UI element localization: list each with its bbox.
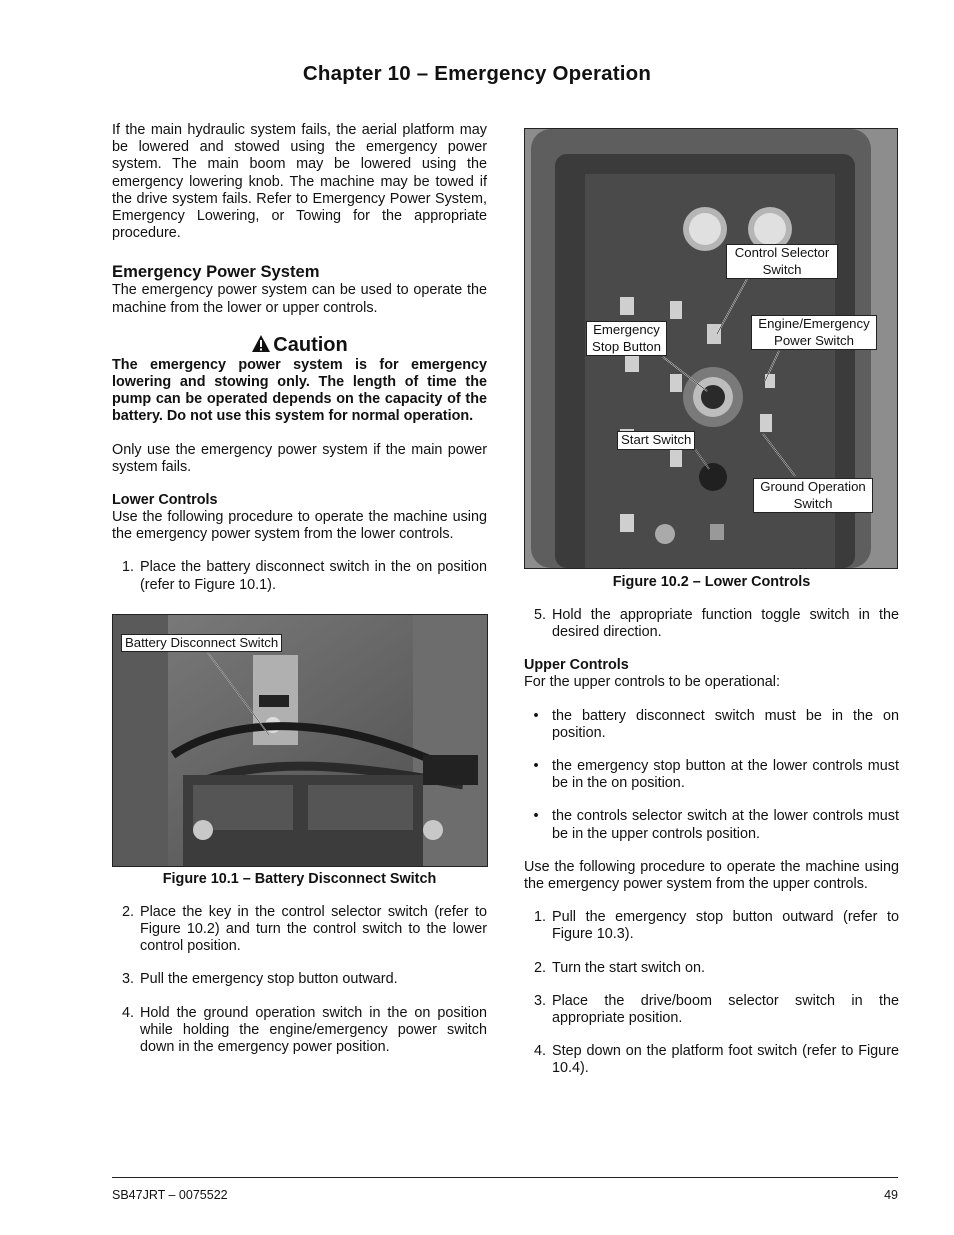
lower-controls-heading: Lower Controls: [112, 492, 218, 509]
upper-bullet-1: • the battery disconnect switch must be in the on position.: [533, 707, 899, 741]
callout-start-switch: Start Switch: [617, 431, 695, 450]
figure-lower-controls-photo: [524, 128, 898, 569]
battery-photo: [113, 615, 487, 866]
upper-step-1: 1. Pull the emergency stop button outward (refer to Figure 10.3).: [533, 909, 899, 943]
eps-paragraph: The emergency power system can be used to operate the machine from the lower or upper controls.: [112, 282, 487, 316]
callout-battery-disconnect: Battery Disconnect Switch: [121, 634, 282, 653]
lower-controls-paragraph: Use the following procedure to operate the machine using the emergency power system from the lower controls.: [112, 509, 487, 543]
upper-bullet-2: • the emergency stop button at the lower controls must be in the on position.: [533, 758, 899, 792]
intro-paragraph: If the main hydraulic system fails, the aerial platform may be lowered and stowed using the emergency power system. The main boom may be lowered using the emergency lowering knob. The machine may be towed if the drive system fails. Refer to Emergency Power System, Emergency Lowering, or Towing for the appropriate procedure.: [112, 122, 487, 242]
lower-step-4: 4. Hold the ground operation switch in the on position while holding the engine/emergency power switch down in the emergency power position.: [121, 1004, 487, 1056]
callout-emergency-stop: Emergency Stop Button: [586, 321, 667, 356]
upper-controls-intro: For the upper controls to be operational:: [524, 674, 780, 691]
caution-label: Caution: [273, 333, 348, 356]
footer-page-number: 49: [884, 1188, 898, 1202]
footer-rule: [112, 1177, 898, 1178]
callout-engine-emergency: Engine/Emergency Power Switch: [751, 315, 877, 350]
lower-step-2: 2. Place the key in the control selector switch (refer to Figure 10.2) and turn the control switch to the lower control position.: [121, 903, 487, 955]
lower-step-5: 5. Hold the appropriate function toggle switch in the desired direction.: [533, 607, 899, 641]
page-title: Chapter 10 – Emergency Operation: [302, 62, 652, 85]
eps-heading: Emergency Power System: [112, 262, 320, 282]
figure-10-1-caption: Figure 10.1 – Battery Disconnect Switch: [162, 870, 437, 887]
right-column: [524, 122, 899, 1078]
upper-controls-heading: Upper Controls: [524, 657, 629, 674]
lower-step-1: 1. Place the battery disconnect switch in the on position (refer to Figure 10.1).: [121, 559, 487, 593]
callout-control-selector: Control Selector Switch: [726, 244, 838, 279]
callout-ground-operation: Ground Operation Switch: [753, 478, 873, 513]
upper-bullet-3: • the controls selector switch at the lower controls must be in the upper controls position.: [533, 808, 899, 842]
footer-doc-id: SB47JRT – 0075522: [112, 1188, 228, 1202]
only-use-paragraph: Only use the emergency power system if the main power system fails.: [112, 441, 487, 475]
figure-battery-disconnect-photo: [112, 614, 488, 867]
warning-triangle-icon: [251, 334, 271, 353]
upper-step-4: 4. Step down on the platform foot switch (refer to Figure 10.4).: [533, 1043, 899, 1077]
left-column: [112, 122, 487, 1056]
figure-10-2-caption: Figure 10.2 – Lower Controls: [612, 574, 811, 590]
upper-step-3: 3. Place the drive/boom selector switch in the appropriate position.: [533, 992, 899, 1027]
upper-step-2: 2. Turn the start switch on.: [533, 959, 706, 976]
upper-procedure-paragraph: Use the following procedure to operate the machine using the emergency power system from the upper controls.: [524, 858, 899, 893]
caution-heading: [112, 333, 487, 357]
caution-text: The emergency power system is for emergency lowering and stowing only. The length of time the pump can be operated depends on the capacity of the battery. Do not use this system for normal operation.: [112, 356, 487, 425]
lower-step-3: 3. Pull the emergency stop button outward.: [121, 971, 398, 988]
